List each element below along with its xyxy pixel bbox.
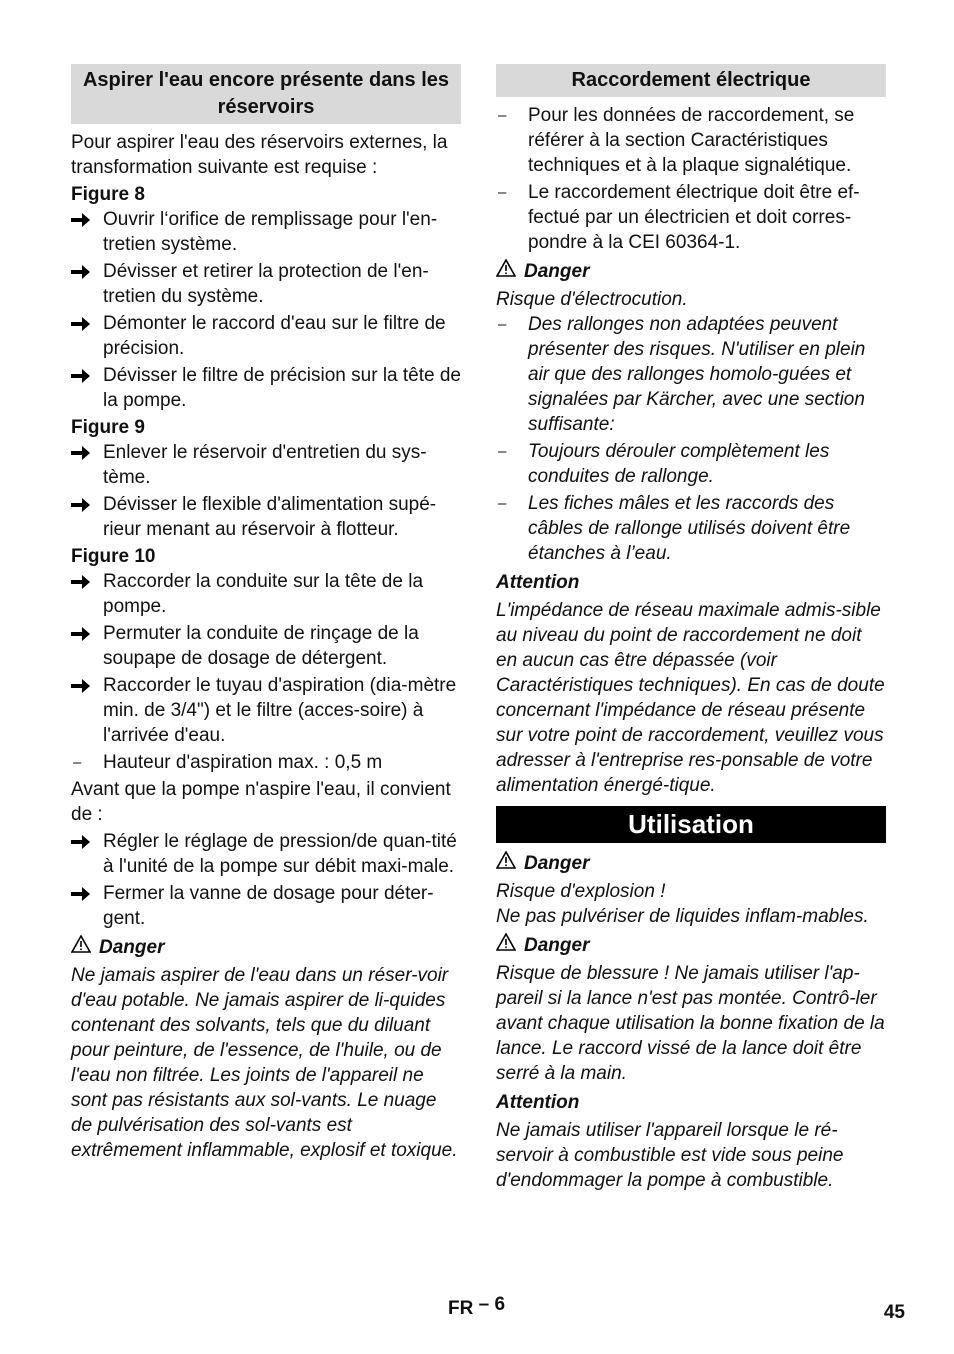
arrow-right-icon — [71, 363, 95, 384]
right-column — [496, 64, 886, 1193]
dash-item — [496, 491, 886, 566]
intro-text: Pour aspirer l'eau des réservoirs externes, la transformation suivante est requise : — [71, 132, 448, 178]
danger-label: Danger — [524, 935, 590, 956]
step-item — [71, 492, 461, 542]
arrow-right-icon — [71, 829, 95, 850]
step-item — [71, 311, 461, 361]
step-item — [71, 440, 461, 490]
danger-heading — [496, 851, 886, 876]
danger-heading — [71, 935, 461, 960]
arrow-right-icon — [71, 881, 95, 902]
before-steps — [71, 829, 461, 931]
dash-item — [496, 103, 886, 178]
attention-text: L'impédance de réseau maximale admis-sible au niveau du point de raccordement ne doit en aucun cas être dépassée (voir Caractéristiques techniques). En cas de doute concernant l'impédance de réseau présente sur votre point de raccordement, veuillez vous adresser à l'entreprise res-ponsable de votre alimentation énergé-tique. — [496, 600, 885, 796]
section-heading-raccordement: Raccordement électrique — [496, 64, 886, 97]
figure-10-label: Figure 10 — [71, 546, 156, 567]
arrow-right-icon — [71, 492, 95, 513]
section-heading-aspirer: Aspirer l'eau encore présente dans les réservoirs — [71, 64, 461, 124]
step-text: Raccorder la conduite sur la tête de la pompe. — [103, 571, 424, 617]
warning-triangle-icon — [496, 259, 516, 284]
dash-item — [71, 750, 461, 775]
item-text: Pour les données de raccordement, se référer à la section Caractéristiques techniques et à la plaque signalétique. — [528, 105, 855, 176]
warning-triangle-icon — [496, 933, 516, 958]
arrow-right-icon — [71, 621, 95, 642]
dash-bullet-icon: – — [73, 754, 82, 771]
dash-item — [496, 180, 886, 255]
step-item — [71, 207, 461, 257]
footer-language: FR — [448, 1298, 474, 1319]
attention-text: Ne jamais utiliser l'appareil lorsque le ré-servoir à combustible est vide sous peine d'endommager la pompe à combustible. — [496, 1120, 844, 1191]
danger-text: Risque d'électrocution. — [496, 289, 688, 310]
page-number: 45 — [883, 1302, 905, 1323]
step-item — [71, 569, 461, 619]
danger-label: Danger — [99, 937, 165, 958]
before-text: Avant que la pompe n'aspire l'eau, il convient de : — [71, 779, 451, 825]
danger-heading — [496, 259, 886, 284]
figure-8-steps — [71, 207, 461, 413]
step-text: Dévisser le filtre de précision sur la tête de la pompe. — [103, 365, 461, 411]
step-text: Permuter la conduite de rinçage de la soupape de dosage de détergent. — [103, 623, 419, 669]
item-text: Les fiches mâles et les raccords des câbles de rallonge utilisés doivent être étanches à l’eau. — [528, 493, 851, 564]
dash-bullet-icon: – — [498, 495, 507, 512]
figure-10-steps — [71, 569, 461, 775]
dash-bullet-icon: – — [498, 184, 507, 201]
item-text: Des rallonges non adaptées peuvent présenter des risques. N'utiliser en plein air que des rallonges homolo-guées et signalées par Kärcher, avec une section suffisante: — [528, 314, 866, 435]
step-text: Régler le réglage de pression/de quan-tité à l'unité de la pompe sur débit maxi-male. — [103, 831, 457, 877]
danger-text: Ne jamais aspirer de l'eau dans un réser-voir d'eau potable. Ne jamais aspirer de li-quides contenant des solvants, tels que du diluant pour peinture, de l'essence, de l'huile, ou de l'eau non filtrée. Les joints de l'appareil ne sont pas résistants aux sol-vants. Le nuage de pulvérisation des sol-vants est extrêmement inflammable, explosif et toxique. — [71, 965, 458, 1161]
arrow-right-icon — [71, 569, 95, 590]
step-text: Ouvrir l‘orifice de remplissage pour l'en-tretien système. — [103, 209, 438, 255]
arrow-right-icon — [71, 311, 95, 332]
step-item — [71, 829, 461, 879]
dash-bullet-icon: – — [498, 107, 507, 124]
dash-item — [496, 439, 886, 489]
warning-triangle-icon — [496, 851, 516, 876]
danger-label: Danger — [524, 853, 590, 874]
attention-label: Attention — [496, 1092, 580, 1113]
step-item — [71, 621, 461, 671]
footer-section-page: – 6 — [478, 1294, 506, 1315]
step-item — [71, 881, 461, 931]
arrow-right-icon — [71, 259, 95, 280]
section-heading-utilisation: Utilisation — [496, 806, 886, 843]
step-item — [71, 673, 461, 748]
step-text: Raccorder le tuyau d'aspiration (dia-mètre min. de 3/4") et le filtre (acces-soire) à l'arrivée d'eau. — [103, 675, 457, 746]
item-text: Toujours dérouler complètement les conduites de rallonge. — [528, 441, 830, 487]
danger-heading — [496, 933, 886, 958]
dash-bullet-icon: – — [498, 443, 507, 460]
item-text: Le raccordement électrique doit être ef-fectué par un électricien et doit corres-pondre à la CEI 60364-1. — [528, 182, 860, 253]
dash-item — [496, 312, 886, 437]
step-item — [71, 259, 461, 309]
danger-items — [496, 312, 886, 566]
step-item — [71, 363, 461, 413]
step-text: Dévisser le flexible d'alimentation supé-rieur menant au réservoir à flotteur. — [103, 494, 437, 540]
attention-label: Attention — [496, 572, 580, 593]
step-text: Dévisser et retirer la protection de l'en-tretien du système. — [103, 261, 429, 307]
step-text: Démonter le raccord d'eau sur le filtre de précision. — [103, 313, 446, 359]
dash-bullet-icon: – — [498, 316, 507, 333]
footer-section — [448, 1296, 505, 1321]
arrow-right-icon — [71, 673, 95, 694]
warning-triangle-icon — [71, 935, 91, 960]
danger-label: Danger — [524, 261, 590, 282]
raccordement-items — [496, 103, 886, 255]
suction-height-text: Hauteur d'aspiration max. : 0,5 m — [103, 752, 383, 773]
figure-9-label: Figure 9 — [71, 417, 145, 438]
step-text: Fermer la vanne de dosage pour déter-gent. — [103, 883, 434, 929]
danger-text: Risque de blessure ! Ne jamais utiliser l'ap-pareil si la lance n'est pas montée. Contrô-ler avant chaque utilisation la bonne fixation de la lance. Le raccord vissé de la lance doit être serré à la main. — [496, 963, 885, 1084]
danger-text: Risque d'explosion ! — [496, 881, 666, 902]
arrow-right-icon — [71, 440, 95, 461]
step-text: Enlever le réservoir d'entretien du sys-tème. — [103, 442, 427, 488]
figure-9-steps — [71, 440, 461, 542]
figure-8-label: Figure 8 — [71, 184, 145, 205]
danger-text: Ne pas pulvériser de liquides inflam-mables. — [496, 906, 869, 927]
arrow-right-icon — [71, 207, 95, 228]
left-column — [71, 64, 461, 1163]
